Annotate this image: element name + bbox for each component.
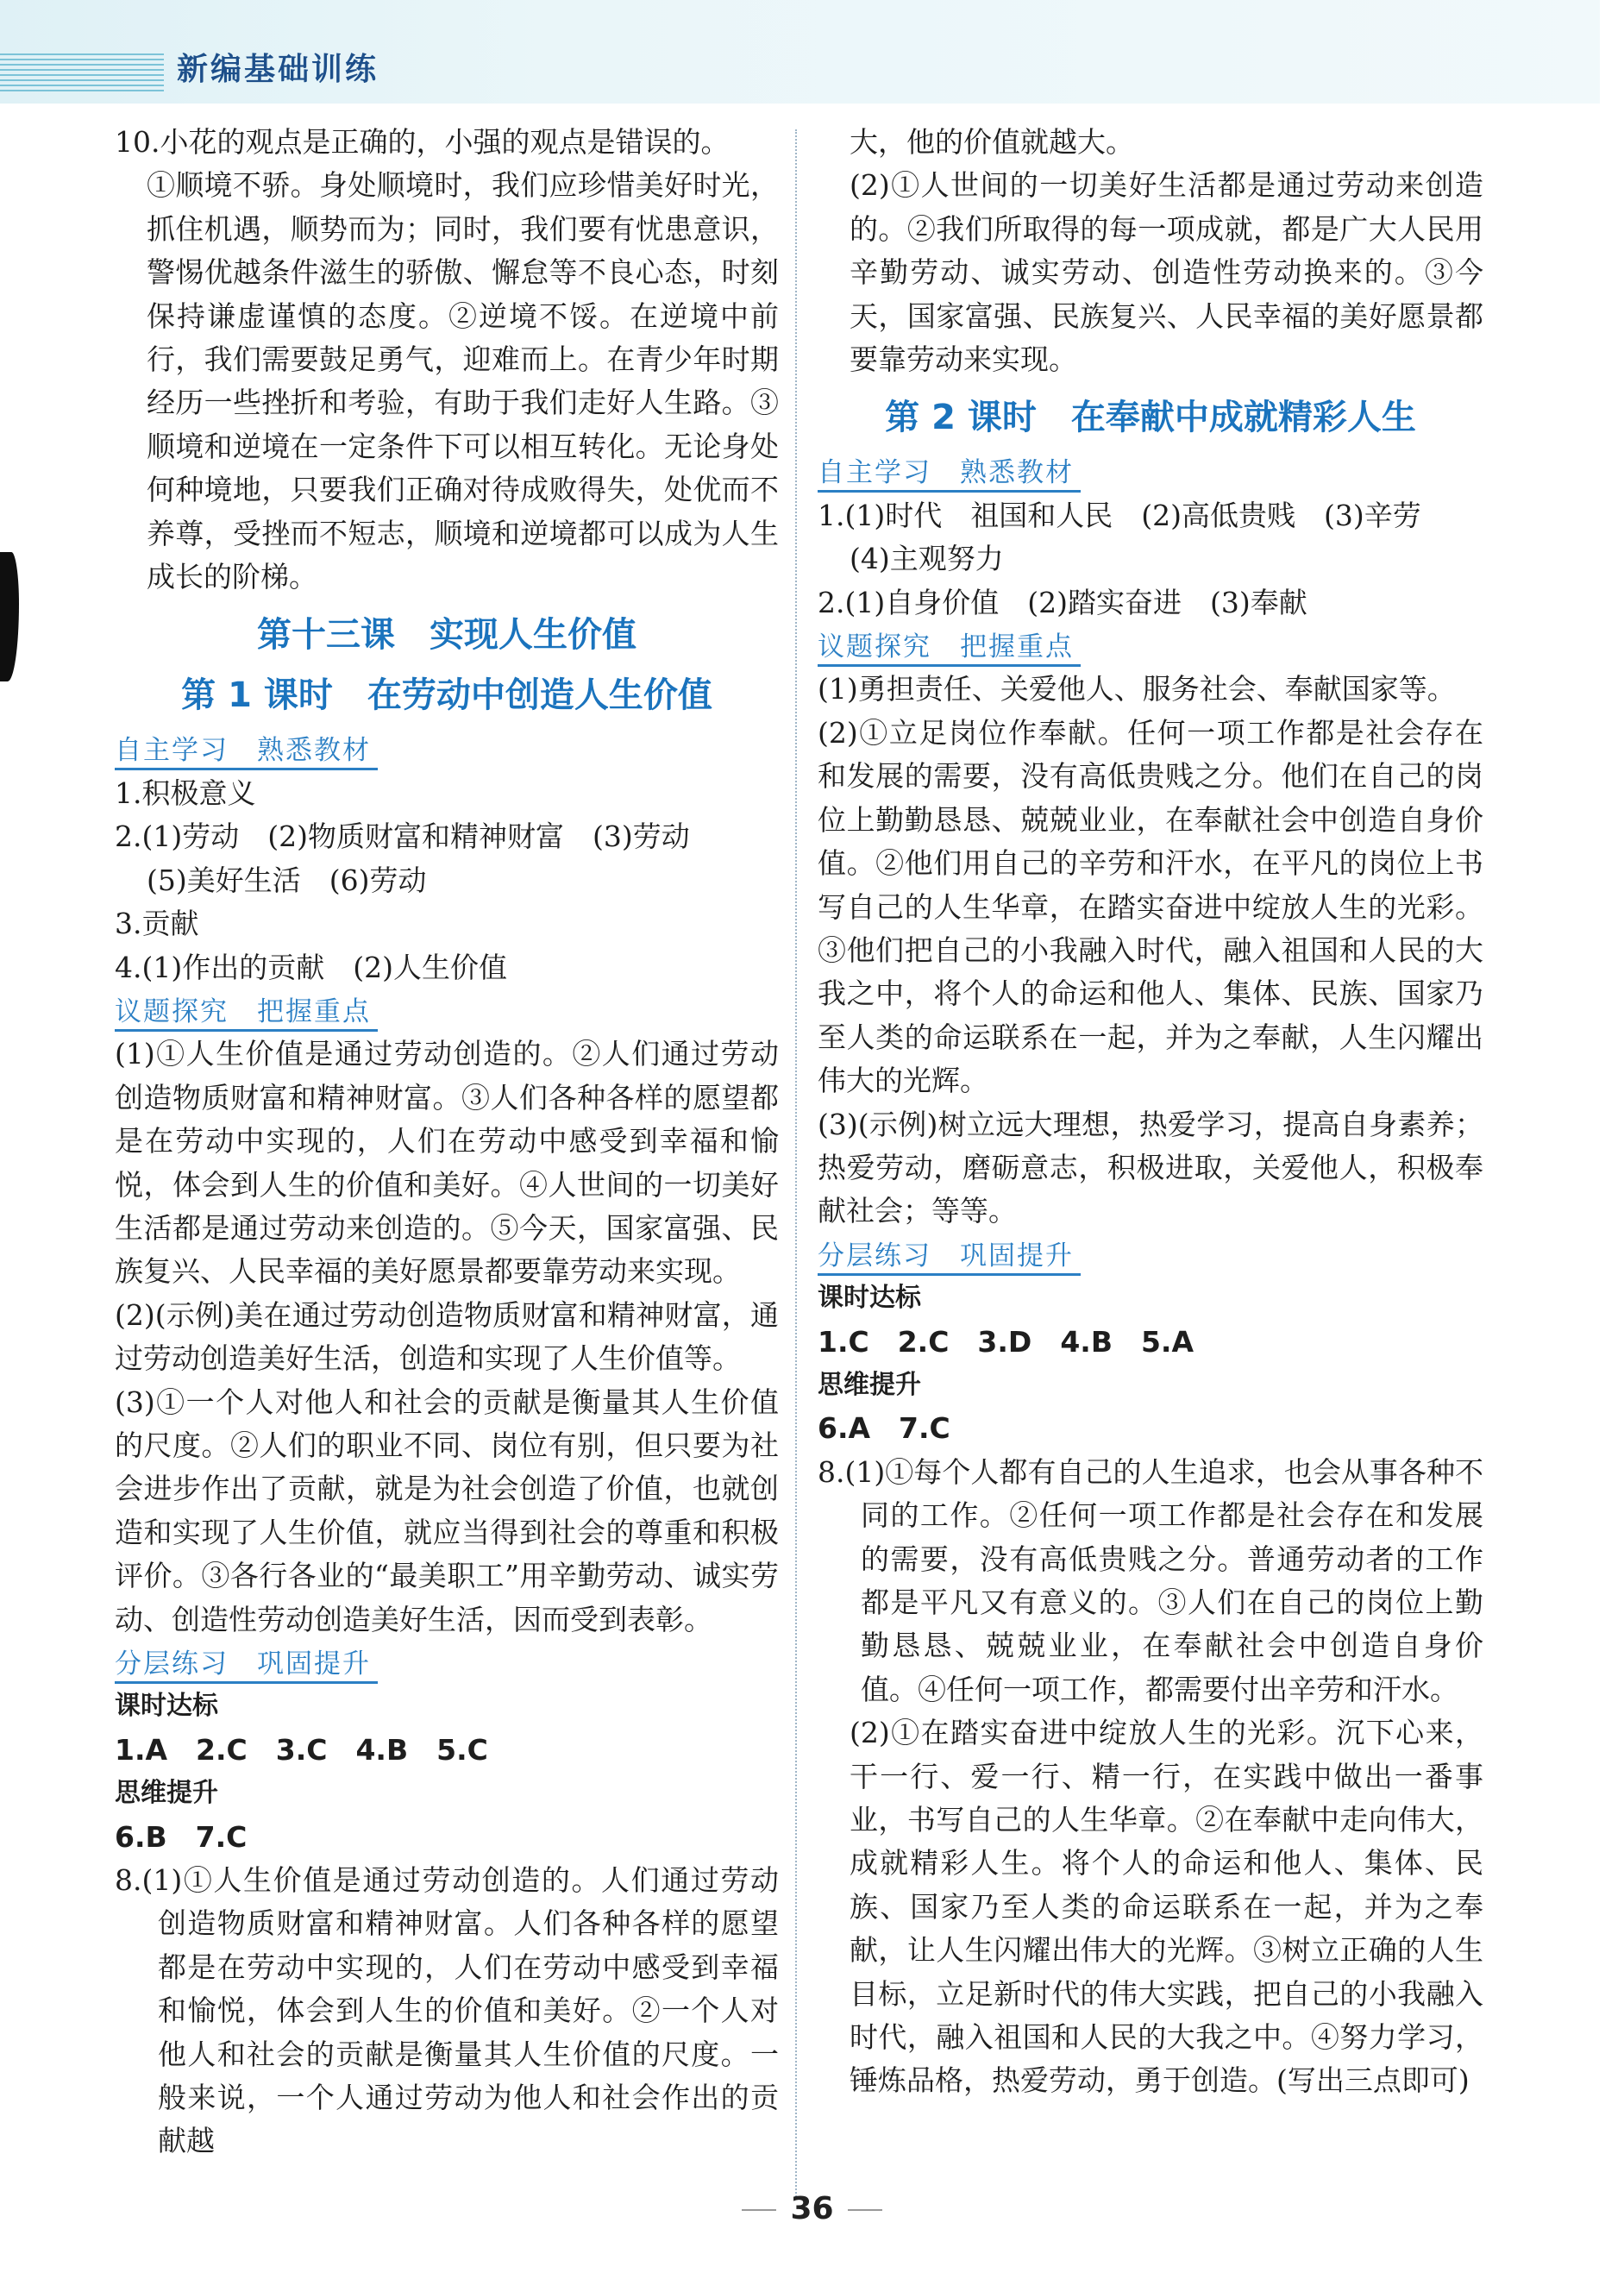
answer-line: 3.贡献 (115, 907, 199, 941)
q8-answer: 8.(1)①人生价值是通过劳动创造的。人们通过劳动创造物质财富和精神财富。人们各种各样的愿望都是在劳动中实现的，人们在劳动中感受到幸福和愉悦，体会到人生的价值和美好。②一个人对他人和社会的贡献是衡量其人生价值的尺度。一般来说，一个人通过劳动为他人和社会作出的贡献越 (115, 1863, 779, 2158)
column-divider (795, 129, 797, 2200)
answer-line: (5)美好生活 (6)劳动 (147, 863, 427, 897)
page-edge-mark (0, 552, 19, 681)
page-number-text: 36 (790, 2191, 834, 2226)
right-column (818, 121, 1483, 2103)
book-title: 新编基础训练 (177, 51, 379, 87)
explore-paragraph: (1)①人生价值是通过劳动创造的。②人们通过劳动创造物质财富和精神财富。③人们各种各样的愿望都是在劳动中实现的，人们在劳动中感受到幸福和愉悦，体会到人生的价值和美好。④人世间的一切美好生活都是通过劳动来创造的。⑤今天，国家富强、民族复兴、人民幸福的美好愿景都要靠劳动来实现。 (115, 1037, 779, 1289)
continued-text: 大，他的价值就越大。 (850, 125, 1134, 159)
mc-answers: 6.B 7.C (115, 1819, 248, 1854)
explore-paragraph: (2)①立足岗位作奉献。任何一项工作都是社会存在和发展的需要，没有高低贵贱之分。他们在自己的岗位上勤勤恳恳、兢兢业业，在奉献社会中创造自身价值。②他们用自己的辛劳和汗水，在平凡的岗位上书写自己的人生华章，在踏实奋进中绽放人生的光彩。③他们把自己的小我融入时代，融入祖国和人民的大我之中，将个人的命运和他人、集体、民族、国家乃至人类的命运联系在一起，并为之奉献，人生闪耀出伟大的光辉。 (818, 715, 1483, 1098)
answer-line: 2.(1)劳动 (2)物质财富和精神财富 (3)劳动 (115, 819, 690, 854)
section-head-self-study: 自主学习 熟悉教材 (115, 733, 378, 770)
section-head-explore: 议题探究 把握重点 (115, 995, 378, 1032)
sub-head-thinking: 思维提升 (818, 1369, 921, 1400)
section-head-practice: 分层练习 巩固提升 (115, 1647, 378, 1684)
sub-head-standard: 课时达标 (818, 1283, 921, 1314)
answer-line: 4.(1)作出的贡献 (2)人生价值 (115, 950, 507, 984)
q10-body: ①顺境不骄。身处顺境时，我们应珍惜美好时光，抓住机遇，顺势而为；同时，我们要有忧患意识，警惕优越条件滋生的骄傲、懈怠等不良心态，时刻保持谦虚谨慎的态度。②逆境不馁。在逆境中前行，我们需要鼓足勇气，迎难而上。在青少年时期经历一些挫折和考验，有助于我们走好人生路。③顺境和逆境在一定条件下可以相互转化。无论身处何种境地，只要我们正确对待成败得失，处优而不养尊，受挫而不短志，顺境和逆境都可以成为人生成长的阶梯。 (147, 168, 779, 594)
explore-paragraph: (2)(示例)美在通过劳动创造物质财富和精神财富，通过劳动创造美好生活，创造和实现了人生价值等。 (115, 1297, 779, 1376)
mc-answers: 1.A 2.C 3.C 4.B 5.C (115, 1732, 488, 1767)
answer-line: 1.(1)时代 祖国和人民 (2)高低贵贱 (3)辛劳 (818, 498, 1421, 532)
lesson-2-title: 第 2 课时 在奉献中成就精彩人生 (885, 398, 1416, 438)
sub-head-standard: 课时达标 (115, 1691, 218, 1722)
continued-paragraph: (2)①人世间的一切美好生活都是通过劳动来创造的。②我们所取得的每一项成就，都是广大人民用辛勤劳动、诚实劳动、创造性劳动换来的。③今天，国家富强、民族复兴、人民幸福的美好愿景都要靠劳动来实现。 (850, 168, 1483, 377)
mc-answers: 1.C 2.C 3.D 4.B 5.A (818, 1324, 1194, 1359)
q10-head: 10.小花的观点是正确的，小强的观点是错误的。 (115, 125, 730, 159)
q8-answer-part1: 8.(1)①每个人都有自己的人生追求，也会从事各种不同的工作。②任何一项工作都是社会存在和发展的需要，没有高低贵贱之分。普通劳动者的工作都是平凡又有意义的。③人们在自己的岗位上勤勤恳恳、兢兢业业，在奉献社会中创造自身价值。④任何一项工作，都需要付出辛劳和汗水。 (818, 1454, 1483, 1706)
explore-paragraph: (1)勇担责任、关爱他人、服务社会、奉献国家等。 (818, 672, 1456, 706)
explore-paragraph: (3)①一个人对他人和社会的贡献是衡量其人生价值的尺度。②人们的职业不同、岗位有别，但只要为社会进步作出了贡献，就是为社会创造了价值，也就创造和实现了人生价值，就应当得到社会的尊重和积极评价。③各行各业的“最美职工”用辛勤劳动、诚实劳动、创造性劳动创造美好生活，因而受到表彰。 (115, 1385, 779, 1636)
page-dash-right (848, 2209, 882, 2211)
header-decoration (0, 53, 164, 93)
section-head-self-study: 自主学习 熟悉教材 (818, 455, 1081, 493)
explore-paragraph: (3)(示例)树立远大理想，热爱学习，提高自身素养；热爱劳动，磨砺意志，积极进取，关爱他人，积极奉献社会；等等。 (818, 1107, 1483, 1228)
left-column (115, 121, 779, 2163)
sub-head-thinking: 思维提升 (115, 1778, 218, 1809)
lesson-1-title: 第 1 课时 在劳动中创造人生价值 (181, 675, 712, 716)
lesson-13-title: 第十三课 实现人生价值 (257, 615, 636, 656)
page-number (0, 2191, 1624, 2226)
answer-line: 1.积极意义 (115, 775, 256, 810)
q8-answer-part2: (2)①在踏实奋进中绽放人生的光彩。沉下心来，干一行、爱一行、精一行，在实践中做出一番事业，书写自己的人生华章。②在奉献中走向伟大，成就精彩人生。将个人的命运和他人、集体、民族、国家乃至人类的命运联系在一起，并为之奉献，让人生闪耀出伟大的光辉。③树立正确的人生目标，立足新时代的伟大实践，把自己的小我融入时代，融入祖国和人民的大我之中。④努力学习，锤炼品格，热爱劳动，勇于创造。(写出三点即可) (850, 1716, 1483, 2098)
answer-line: 2.(1)自身价值 (2)踏实奋进 (3)奉献 (818, 585, 1307, 619)
answer-line: (4)主观努力 (850, 542, 1004, 576)
section-head-explore: 议题探究 把握重点 (818, 630, 1081, 667)
mc-answers: 6.A 7.C (818, 1411, 950, 1446)
page-dash-left (742, 2209, 776, 2211)
section-head-practice: 分层练习 巩固提升 (818, 1239, 1081, 1276)
